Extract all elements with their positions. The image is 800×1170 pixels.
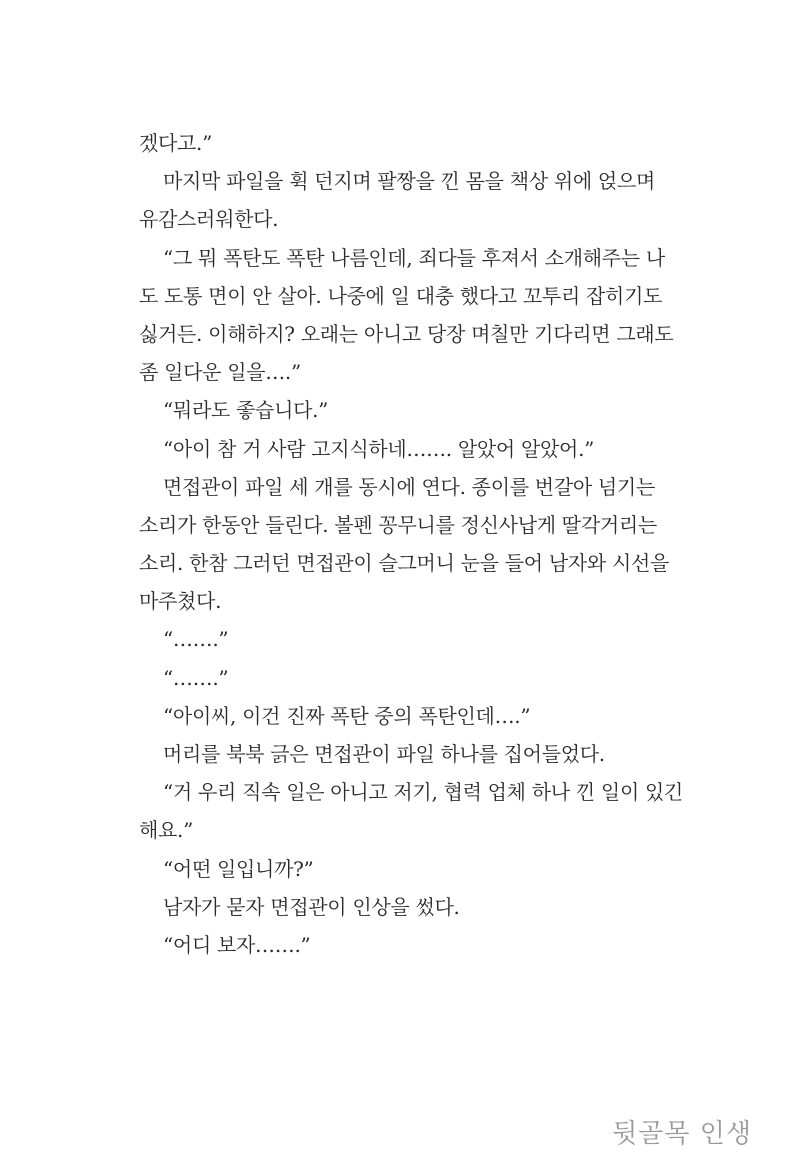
text-line: 해요.” (139, 818, 194, 843)
running-title: 뒷골목 인생 (612, 1119, 752, 1149)
text-line: 도 도통 면이 안 살아. 나중에 일 대충 했다고 꼬투리 잡히기도 (139, 283, 663, 308)
text-line: “어디 보자…….” (163, 932, 311, 957)
text-line: 남자가 묻자 면접관이 인상을 썼다. (163, 894, 460, 919)
text-line: “아이 참 거 사람 고지식하네……. 알았어 알았어.” (163, 436, 595, 461)
text-line: “…….” (163, 627, 229, 652)
text-line: 소리. 한참 그러던 면접관이 슬그머니 눈을 들어 남자와 시선을 (139, 551, 670, 576)
text-line: “뭐라도 좋습니다.” (163, 398, 329, 423)
text-line: “아이씨, 이건 진짜 폭탄 중의 폭탄인데….” (163, 703, 531, 728)
text-line: 싫거든. 이해하지? 오래는 아니고 당장 며칠만 기다리면 그래도 (139, 321, 674, 346)
text-line: 마주쳤다. (139, 589, 222, 614)
text-line: “그 뭐 폭탄도 폭탄 나름인데, 죄다들 후져서 소개해주는 나 (163, 245, 665, 270)
text-line: 겠다고.” (139, 131, 213, 155)
text-line: 좀 일다운 일을….” (139, 360, 301, 385)
text-line: 면접관이 파일 세 개를 동시에 연다. 종이를 번갈아 넘기는 (163, 474, 655, 499)
body-text (139, 124, 684, 964)
text-line: 소리가 한동안 들린다. 볼펜 꽁무니를 정신사납게 딸각거리는 (139, 512, 657, 537)
text-line: “어떤 일입니까?” (163, 856, 314, 881)
text-line: 마지막 파일을 휙 던지며 팔짱을 낀 몸을 책상 위에 얹으며 (163, 169, 655, 194)
text-line: 머리를 북북 긁은 면접관이 파일 하나를 집어들었다. (163, 742, 605, 766)
text-line: “거 우리 직속 일은 아니고 저기, 협력 업체 하나 낀 일이 있긴 (163, 780, 684, 805)
text-line: 유감스러워한다. (139, 207, 279, 232)
text-line: “…….” (163, 665, 229, 690)
